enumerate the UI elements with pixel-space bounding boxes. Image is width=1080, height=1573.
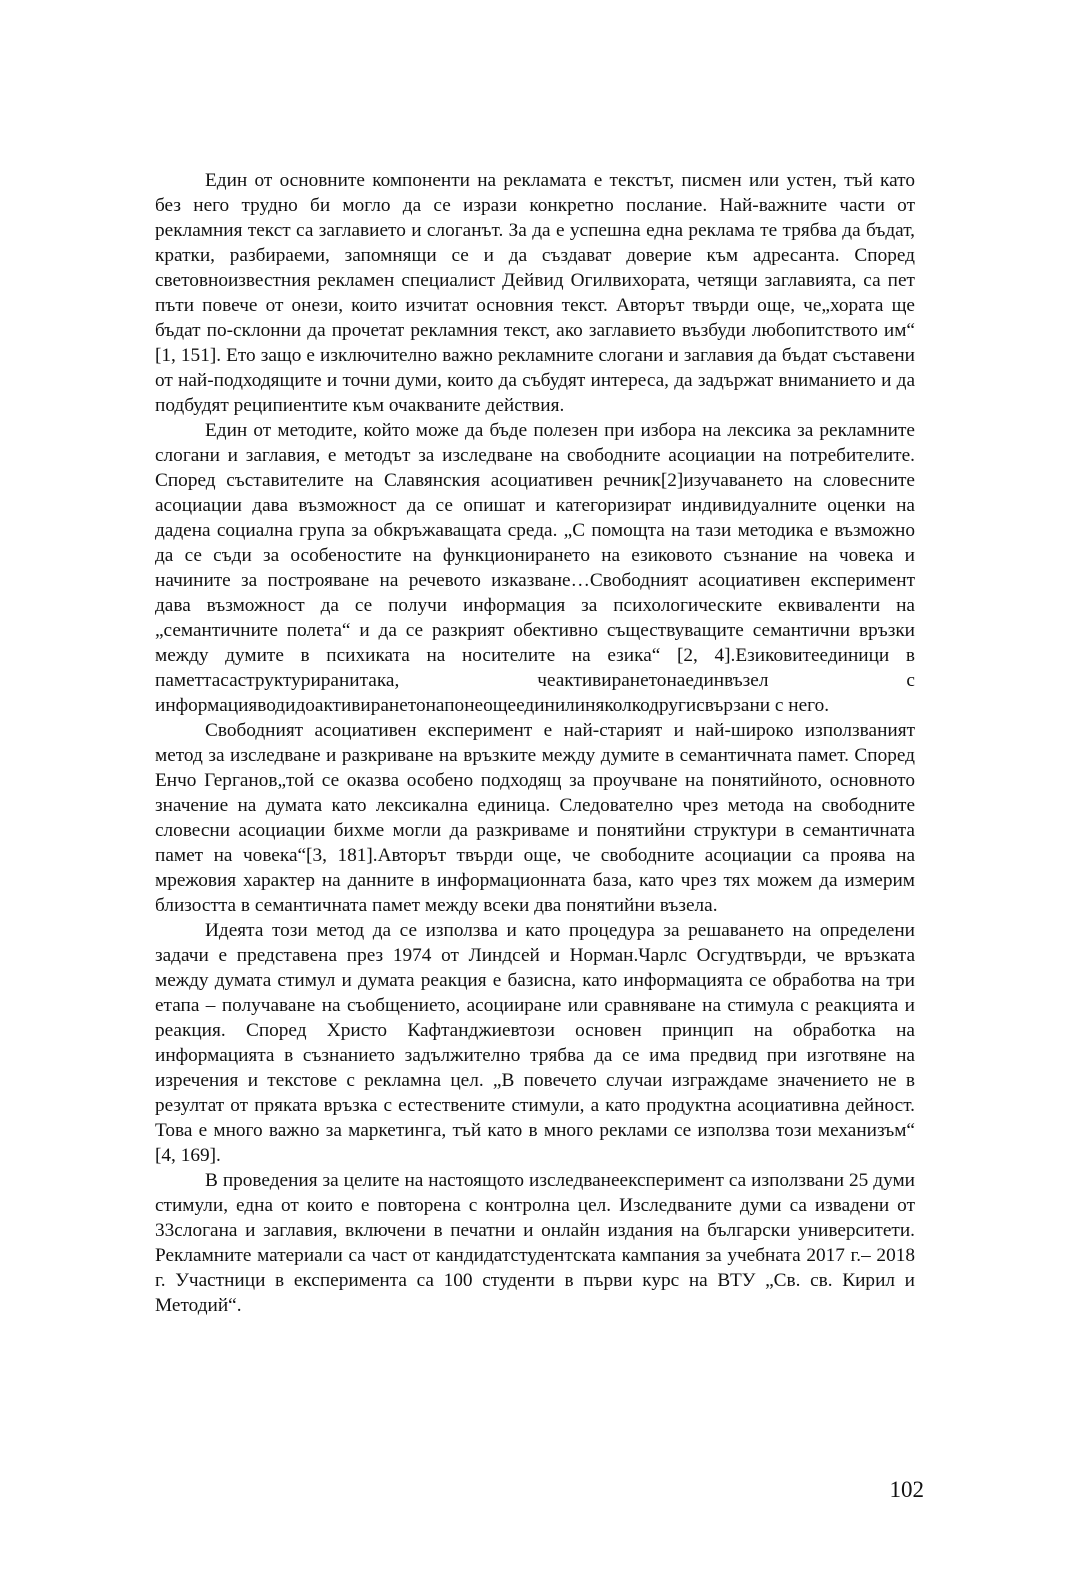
body-text xyxy=(155,168,915,1318)
paragraph-3: Свободният асоциативен експеримент е най-старият и най-широко използваният метод за изследване и разкриване на връзките между думите в семантичната памет. Според Енчо Герганов„той се оказва особено подходящ за проучване на понятийното, основното значение на думата като лексикална единица. Следователно чрез метода на свободните словесни асоциации бихме могли да разкриваме и понятийни структури в семантичната памет на човека“[3, 181].Авторът твърди още, че свободните асоциации са проява на мрежовия характер на данните в информационната база, като чрез тях можем да измерим близостта в семантичната памет между всеки два понятийни възела. xyxy=(155,720,915,916)
page-number: 102 xyxy=(889,1477,924,1502)
paragraph-5: В проведения за целите на настоящото изследванеексперимент са използвани 25 думи стимули, една от които е повторена с контролна цел. Изследваните думи са извадени от 33слогана и заглавия, включени в печатни и онлайн издания на български университети. Рекламните материали са част от кандидатстудентската кампания за учебната 2017 г.– 2018 г. Участници в експеримента са 100 студенти в първи курс на ВТУ „Св. св. Кирил и Методий“. xyxy=(155,1170,915,1316)
paragraph-1: Един от основните компоненти на рекламата е текстът, писмен или устен, тъй като без него трудно би могло да се изрази конкретно послание. Най-важните части от рекламния текст са заглавието и слоганът. За да е успешна една реклама те трябва да бъдат, кратки, разбираеми, запомнящи се и да създават доверие към адресанта. Според световноизвестния рекламен специалист Дейвид Огилвихората, четящи заглавията, са пет пъти повече от онези, които изчитат основния текст. Авторът твърди още, че„хората ще бъдат по-склонни да прочетат рекламния текст, ако заглавието възбуди любопитството им“ [1, 151]. Ето защо е изключително важно рекламните слогани и заглавия да бъдат съставени от най-подходящите и точни думи, които да събудят интереса, да задържат вниманието и да подбудят реципиентите към очакваните действия. xyxy=(155,170,915,416)
paragraph-4: Идеята този метод да се използва и като процедура за решаването на определени задачи е представена през 1974 от Линдсей и Норман.Чарлс Осгудтвърди, че връзката между думата стимул и думата реакция е базисна, като информацията се обработва на три етапа – получаване на съобщението, асоцииране или сравняване на стимула с реакцията и реакция. Според Христо Кафтанджиевтози основен принцип на обработка на информацията в съзнанието задължително трябва да се има предвид при изготвяне на изречения и текстове с рекламна цел. „В повечето случаи изграждаме значението не в резултат от пряката връзка с естествените стимули, а като продуктна асоциативна дейност. Това е много важно за маркетинга, тъй като в много реклами се използва този механизъм“ [4, 169]. xyxy=(155,920,915,1166)
paragraph-2: Един от методите, който може да бъде полезен при избора на лексика за рекламните слогани и заглавия, е методът за изследване на свободните асоциации на потребителите. Според съставителите на Славянския асоциативен речник[2]изучаването на словесните асоциации дава възможност да се опишат и категоризират индивидуалните оценки на дадена социална група за обкръжаващата среда. „С помощта на тази методика е възможно да се съди за особеностите на функционирането на езиковото съзнание на човека и начините за построяване на речевото изказване…Свободният асоциативен експеримент дава възможност да се получи информация за психологическите еквиваленти на „семантичните полета“ и да се разкрият обективно съществуващите семантични връзки между думите в психиката на носителите на езика“ [2, 4].Езиковитеединици в паметтасаструктуриранитака, чеактивиранетонаединвъзел с информацияводидоактивиранетонапонеощеединилиняколкодругисвързани с него. xyxy=(155,420,915,716)
